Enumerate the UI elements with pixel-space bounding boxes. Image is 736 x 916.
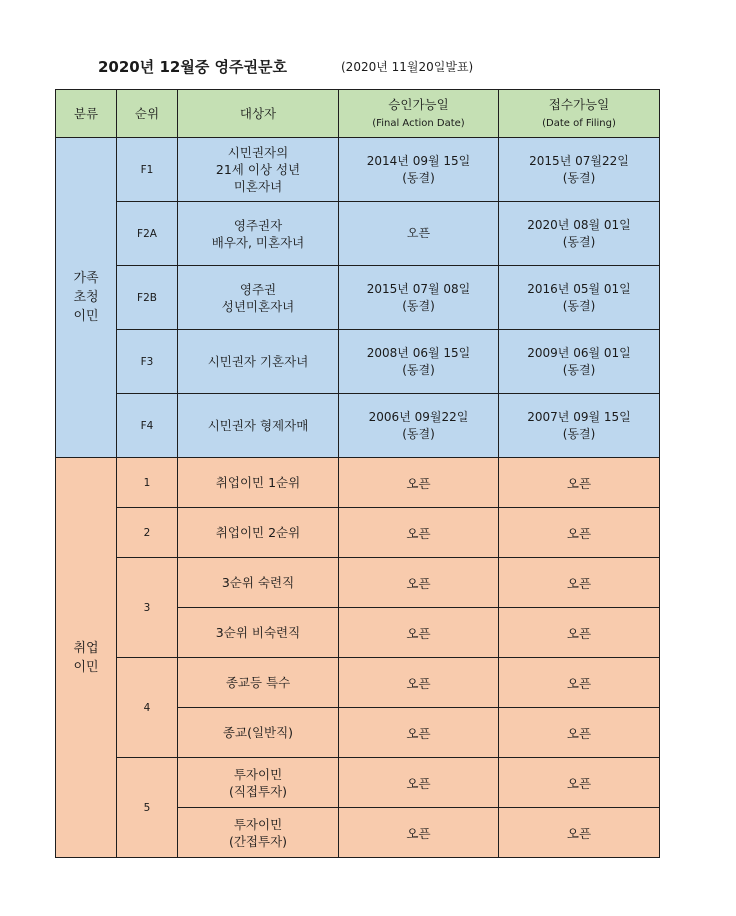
filing-date xyxy=(499,330,660,394)
final-action-date: 오픈 xyxy=(339,458,499,508)
subject-cell xyxy=(178,808,339,858)
filing-date xyxy=(499,266,660,330)
cell-line: 2009년 06월 01일 xyxy=(527,345,631,360)
cell-line: 종교등 특수 xyxy=(225,675,291,690)
cell-line: (동결) xyxy=(402,298,435,313)
cell-line: (동결) xyxy=(562,170,596,185)
cell-line: 투자이민 xyxy=(233,766,283,782)
subject-cell xyxy=(178,708,339,758)
cell-line: (동결) xyxy=(402,362,435,377)
preference-code: 5 xyxy=(117,758,178,858)
subject-cell xyxy=(178,266,339,330)
category-family xyxy=(56,138,117,458)
header-final-action xyxy=(339,90,499,138)
header-filing-label: 접수가능일 xyxy=(548,96,610,112)
preference-code: 4 xyxy=(117,658,178,758)
filing-date: 오픈 xyxy=(499,608,660,658)
cell-line: (직접투자) xyxy=(228,783,288,799)
table-row xyxy=(56,394,660,458)
filing-date: 오픈 xyxy=(499,508,660,558)
cell-line: 취업이민 2순위 xyxy=(215,525,301,540)
header-final-action-en: (Final Action Date) xyxy=(372,117,465,129)
preference-code: 2 xyxy=(117,508,178,558)
header-filing-en: (Date of Filing) xyxy=(542,117,616,129)
subject-cell xyxy=(178,658,339,708)
filing-date: 오픈 xyxy=(499,458,660,508)
subject-cell xyxy=(178,608,339,658)
header-final-action-label: 승인가능일 xyxy=(388,96,449,112)
filing-date: 오픈 xyxy=(499,808,660,858)
cell-line: 미혼자녀 xyxy=(233,179,283,194)
cell-line: 취업이민 1순위 xyxy=(215,475,301,490)
cell-line: 2006년 09월22일 xyxy=(368,409,469,424)
cell-line: (동결) xyxy=(562,234,596,249)
cell-line: 3순위 비숙련직 xyxy=(215,625,301,640)
cell-line: 2015년 07월22일 xyxy=(529,153,629,168)
cell-line: (동결) xyxy=(402,170,435,185)
final-action-date: 오픈 xyxy=(339,508,499,558)
final-action-date xyxy=(339,394,499,458)
table-row xyxy=(56,138,660,202)
cell-line: 2008년 06월 15일 xyxy=(366,345,471,360)
table-row xyxy=(56,758,660,808)
subject-cell xyxy=(178,330,339,394)
filing-date xyxy=(499,138,660,202)
final-action-date xyxy=(339,138,499,202)
preference-code: F2A xyxy=(117,202,178,266)
header-category: 분류 xyxy=(56,90,117,138)
filing-date: 오픈 xyxy=(499,758,660,808)
subject-cell xyxy=(178,458,339,508)
table-row xyxy=(56,508,660,558)
final-action-date: 오픈 xyxy=(339,758,499,808)
cell-line: 21세 이상 성년 xyxy=(215,162,301,177)
final-action-date: 오픈 xyxy=(339,658,499,708)
cell-line: (동결) xyxy=(562,298,596,313)
cell-line: (간접투자) xyxy=(228,833,288,849)
final-action-date xyxy=(339,202,499,266)
cell-line: 3순위 숙련직 xyxy=(221,575,295,590)
cell-line: 이민 xyxy=(73,309,99,324)
cell-line: 영주권 xyxy=(239,281,277,297)
subject-cell xyxy=(178,758,339,808)
cell-line: 이민 xyxy=(73,659,99,675)
table-row xyxy=(56,202,660,266)
preference-code: F2B xyxy=(117,266,178,330)
table-row xyxy=(56,658,660,708)
subject-cell xyxy=(178,558,339,608)
cell-line: 2020년 08월 01일 xyxy=(527,217,631,232)
table-row xyxy=(56,330,660,394)
header-filing xyxy=(499,90,660,138)
subject-cell xyxy=(178,202,339,266)
cell-line: 초청 xyxy=(73,290,99,305)
filing-date: 오픈 xyxy=(499,658,660,708)
final-action-date xyxy=(339,330,499,394)
cell-line: (동결) xyxy=(562,362,596,377)
subject-cell xyxy=(178,394,339,458)
header-row xyxy=(56,90,660,138)
header-preference: 순위 xyxy=(117,90,178,138)
table-row xyxy=(56,266,660,330)
cell-line: 2014년 09월 15일 xyxy=(366,153,471,168)
filing-date: 오픈 xyxy=(499,558,660,608)
filing-date xyxy=(499,202,660,266)
preference-code: F1 xyxy=(117,138,178,202)
preference-code: 3 xyxy=(117,558,178,658)
subject-cell xyxy=(178,508,339,558)
final-action-date xyxy=(339,266,499,330)
preference-code: F4 xyxy=(117,394,178,458)
cell-line: 시민권자의 xyxy=(227,145,289,160)
filing-date xyxy=(499,394,660,458)
cell-line: (동결) xyxy=(562,426,596,441)
cell-line: 2015년 07월 08일 xyxy=(366,281,471,296)
final-action-date: 오픈 xyxy=(339,708,499,758)
cell-line: (동결) xyxy=(402,426,435,441)
category-employment xyxy=(56,458,117,858)
cell-line: 취업 xyxy=(73,640,99,656)
cell-line: 오픈 xyxy=(406,226,431,240)
cell-line: 영주권자 xyxy=(233,217,283,233)
header-subject: 대상자 xyxy=(178,90,339,138)
cell-line: 종교(일반직) xyxy=(222,725,294,740)
cell-line: 2016년 05월 01일 xyxy=(527,281,631,296)
page-title: 2020년 12월중 영주권문호 xyxy=(98,58,287,76)
announcement-date: (2020년 11월20일발표) xyxy=(341,60,474,74)
table-row xyxy=(56,558,660,608)
preference-code: F3 xyxy=(117,330,178,394)
visa-bulletin-table xyxy=(55,89,660,858)
filing-date: 오픈 xyxy=(499,708,660,758)
cell-line: 투자이민 xyxy=(233,816,283,832)
final-action-date: 오픈 xyxy=(339,558,499,608)
cell-line: 시민권자 기혼자녀 xyxy=(207,354,309,369)
cell-line: 시민권자 형제자매 xyxy=(207,418,309,433)
cell-line: 성년미혼자녀 xyxy=(221,298,295,314)
cell-line: 2007년 09월 15일 xyxy=(527,409,631,424)
table-row xyxy=(56,458,660,508)
final-action-date: 오픈 xyxy=(339,608,499,658)
subject-cell xyxy=(178,138,339,202)
cell-line: 가족 xyxy=(73,271,99,286)
cell-line: 배우자, 미혼자녀 xyxy=(211,234,305,250)
final-action-date: 오픈 xyxy=(339,808,499,858)
preference-code: 1 xyxy=(117,458,178,508)
